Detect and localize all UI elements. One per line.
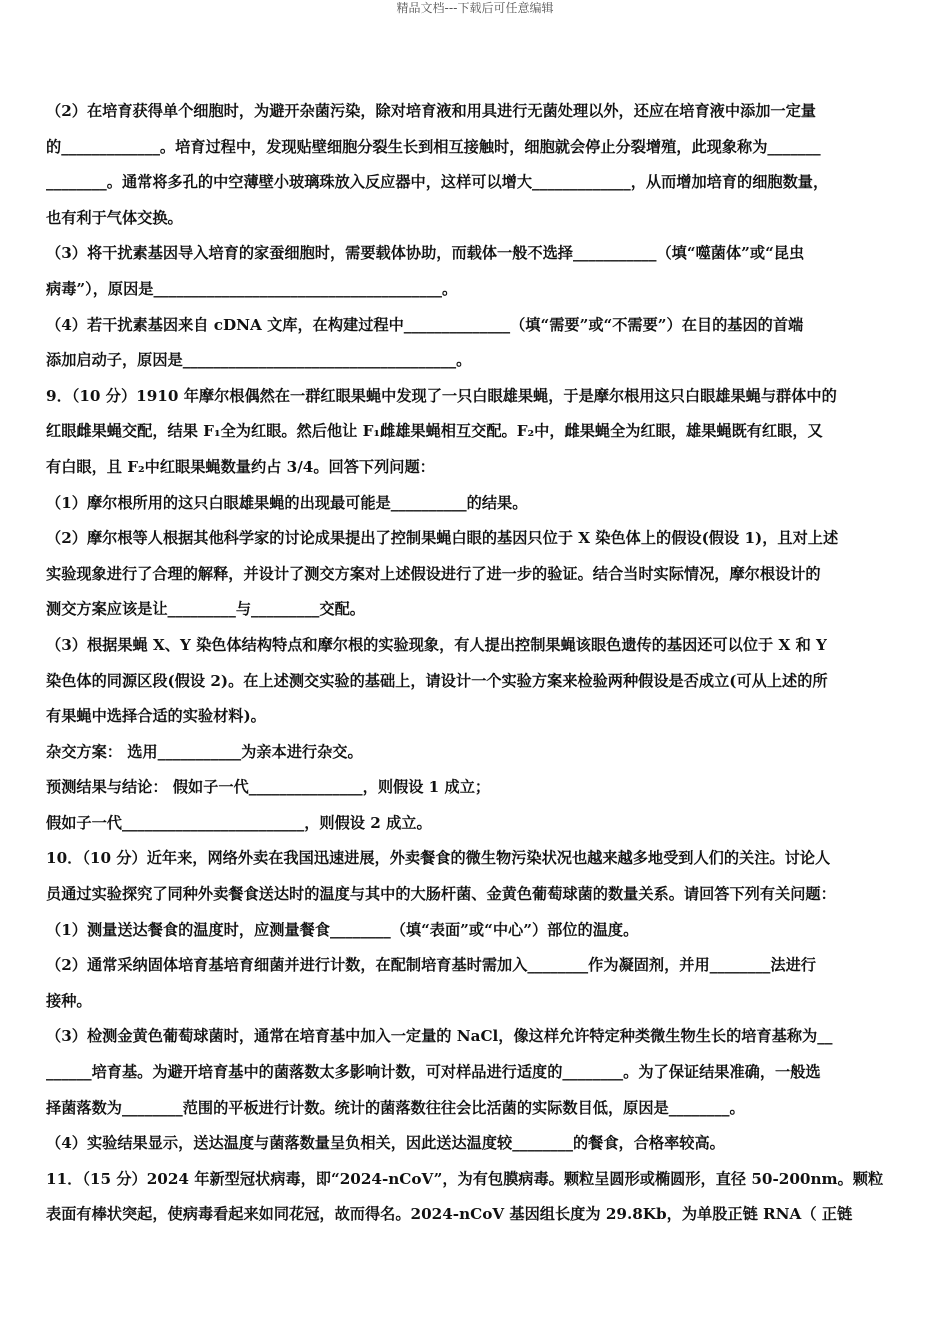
text-line: 添加启动子，原因是____________________________________。 [46, 351, 472, 370]
text-line: （1）摩尔根所用的这只白眼雄果蝇的出现最可能是__________的结果。 [46, 493, 528, 512]
text-line: （4）实验结果显示，送达温度与菌落数量呈负相关，因此送达温度较________的餐食，合格率较高。 [46, 1134, 725, 1153]
document-body [46, 94, 908, 1233]
text-line: 接种。 [46, 991, 92, 1010]
text-line: ________。通常将多孔的中空薄壁小玻璃珠放入反应器中，这样可以增大_____________，从而增加培育的细胞数量， [46, 173, 829, 192]
text-line: 病毒”），原因是______________________________________。 [46, 279, 458, 298]
question-9-start: 9．（10 分）1910 年摩尔根偶然在一群红眼果蝇中发现了一只白眼雄果蝇，于是摩尔根用这只白眼雄果蝇与群体中的 [46, 386, 837, 405]
text-line: 染色体的同源区段(假设 2)。在上述测交实验的基础上，请设计一个实验方案来检验两种假设是否成立(可从上述的所 [46, 671, 828, 690]
text-line: 预测结果与结论： 假如子一代_______________，则假设 1 成立； [46, 778, 491, 797]
text-line: （3）根据果蝇 X、Y 染色体结构特点和摩尔根的实验现象，有人提出控制果蝇该眼色遗传的基因还可以位于 X 和 Y [46, 635, 827, 654]
text-line: 有白眼，且 F₂中红眼果蝇数量约占 3/4。回答下列问题： [46, 457, 435, 476]
text-line: 有果蝇中选择合适的实验材料)。 [46, 707, 266, 726]
text-line: 也有利于气体交换。 [46, 208, 183, 227]
page-header-watermark: 精品文档---下载后可任意编辑 [396, 1, 554, 15]
text-line: （3）将干扰素基因导入培育的家蚕细胞时，需要载体协助，而载体一般不选择___________（填“噬菌体”或“昆虫 [46, 244, 805, 263]
text-line: （1）测量送达餐食的温度时，应测量餐食________（填“表面”或“中心”）部位的温度。 [46, 920, 639, 939]
text-line: 表面有棒状突起，使病毒看起来如同花冠，故而得名。2024-nCoV 基因组长度为 29.8Kb，为单股正链 RNA（ 正链 [46, 1205, 853, 1224]
question-10-start: 10．（10 分）近年来，网络外卖在我国迅速进展，外卖餐食的微生物污染状况也越来越多地受到人们的关注。讨论人 [46, 849, 831, 868]
text-line: 杂交方案： 选用___________为亲本进行杂交。 [46, 742, 363, 761]
text-line: 测交方案应该是让_________与_________交配。 [46, 600, 365, 619]
text-line: 实验现象进行了合理的解释，并设计了测交方案对上述假设进行了进一步的验证。结合当时实际情况，摩尔根设计的 [46, 564, 821, 583]
text-line: （2）通常采纳固体培育基培育细菌并进行计数，在配制培育基时需加入________作为凝固剂，并用________法进行 [46, 956, 816, 975]
question-11-start: 11．（15 分）2024 年新型冠状病毒，即“2024-nCoV”，为有包膜病毒。颗粒呈圆形或椭圆形，直径 50-200nm。颗粒 [46, 1169, 884, 1188]
text-line: （3）检测金黄色葡萄球菌时，通常在培育基中加入一定量的 NaCl，像这样允许特定种类微生物生长的培育基称为__ [46, 1027, 833, 1046]
text-line: 员通过实验探究了同种外卖餐食送达时的温度与其中的大肠杆菌、金黄色葡萄球菌的数量关系。请回答下列有关问题： [46, 885, 836, 904]
text-line: （2）摩尔根等人根据其他科学家的讨论成果提出了控制果蝇白眼的基因只位于 X 染色体上的假设(假设 1)，且对上述 [46, 529, 839, 548]
text-line: （4）若干扰素基因来自 cDNA 文库，在构建过程中______________（填“需要”或“不需要”）在目的基因的首端 [46, 315, 804, 334]
text-line: 假如子一代________________________，则假设 2 成立。 [46, 813, 432, 832]
text-line: 红眼雌果蝇交配，结果 F₁全为红眼。然后他让 F₁雌雄果蝇相互交配。F₂中，雌果蝇全为红眼，雄果蝇既有红眼，又 [46, 422, 823, 441]
text-line: 择菌落数为________范围的平板进行计数。统计的菌落数往往会比活菌的实际数目低，原因是________。 [46, 1098, 745, 1117]
text-line: （2）在培育获得单个细胞时，为避开杂菌污染，除对培育液和用具进行无菌处理以外，还应在培育液中添加一定量 [46, 102, 816, 120]
text-line: ______培育基。为避开培育基中的菌落数太多影响计数，可对样品进行适度的________。为了保证结果准确，一般选 [46, 1063, 821, 1082]
text-line: 的_____________。培育过程中，发现贴壁细胞分裂生长到相互接触时，细胞就会停止分裂增殖，此现象称为_______ [46, 137, 821, 156]
